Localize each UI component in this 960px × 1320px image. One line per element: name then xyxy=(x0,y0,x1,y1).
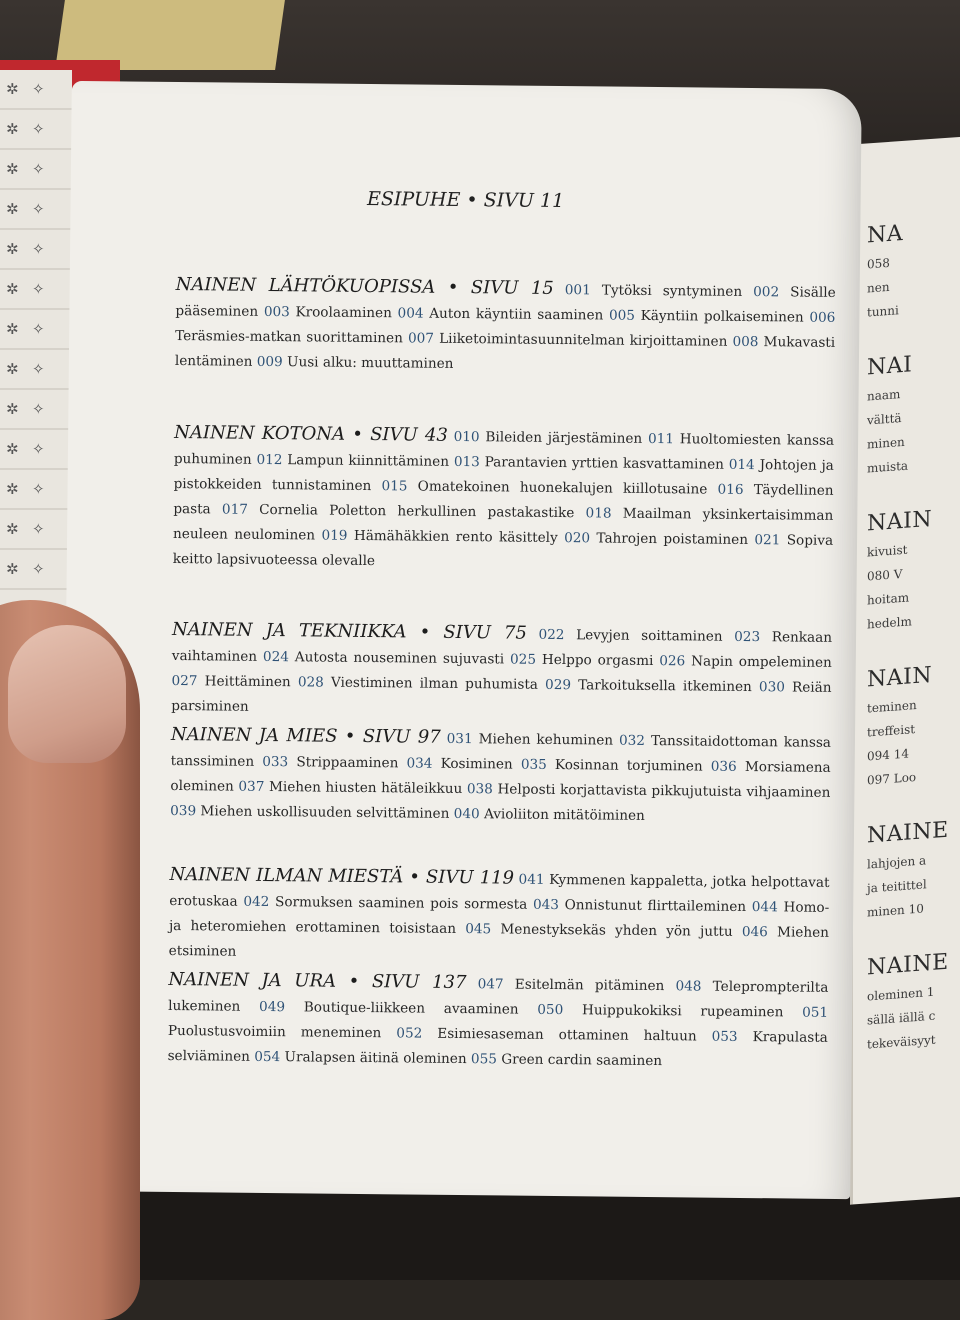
item-title: Miehen kehuminen xyxy=(478,731,614,749)
item-title: Miehen hiusten hätäleikkuu xyxy=(268,778,463,798)
item-title: Esitelmän pitäminen xyxy=(514,976,665,995)
toc-paragraph xyxy=(175,272,836,381)
item-number: 032 xyxy=(618,732,646,749)
item-number: 017 xyxy=(221,501,249,518)
item-number: 026 xyxy=(659,653,686,670)
item-title: Johtojen ja pistokkeiden tunnistaminen xyxy=(173,457,834,495)
edge-ornament-icon: ✲ xyxy=(6,120,19,138)
item-number: 006 xyxy=(809,309,836,326)
item-number: 054 xyxy=(254,1048,281,1066)
section-title: NAINEN JA MIES • SIVU 97 xyxy=(170,723,441,748)
item-number: 005 xyxy=(608,307,636,324)
item-title: Tanssitaidottoman kanssa tanssiminen xyxy=(170,732,832,770)
item-number: 020 xyxy=(564,530,591,547)
item-title: Liiketoimintasuunnitelman kirjoittaminen xyxy=(439,330,728,350)
item-number: 055 xyxy=(470,1051,498,1068)
item-title: Hämähäkkien rento käsittely xyxy=(353,527,558,547)
item-title: Huippukokiksi rupeaminen xyxy=(581,1002,784,1021)
edge-ornament-icon: ✧ xyxy=(32,400,45,418)
item-title: Kroolaaminen xyxy=(295,304,392,322)
item-title: Cornelia Poletton herkullinen pastakastike xyxy=(259,501,575,522)
edge-ornament-icon: ✧ xyxy=(32,240,45,258)
item-number: 014 xyxy=(728,456,755,474)
toc-section xyxy=(173,420,835,579)
section-title: NAINEN ILMAN MIESTÄ • SIVU 119 xyxy=(169,863,515,889)
item-number: 023 xyxy=(734,628,761,646)
item-title: Boutique-liikkeen avaaminen xyxy=(303,999,519,1018)
toc-section xyxy=(175,272,836,381)
facing-text-fragment: oleminen 1 xyxy=(867,984,935,1004)
item-title: Auton käyntiin saaminen xyxy=(429,305,604,324)
item-number: 052 xyxy=(396,1025,423,1042)
edge-ornament-icon: ✲ xyxy=(6,280,19,298)
facing-text-fragment: tunni xyxy=(867,303,899,320)
item-number: 049 xyxy=(259,998,286,1016)
toc-section xyxy=(169,862,830,971)
toc-section xyxy=(171,617,832,726)
item-number: 004 xyxy=(397,305,424,322)
edge-ornament-icon: ✲ xyxy=(6,360,19,378)
edge-ornament-icon: ✲ xyxy=(6,80,19,98)
edge-ornament-icon: ✧ xyxy=(32,320,45,338)
item-number: 045 xyxy=(465,921,492,938)
item-number: 003 xyxy=(263,303,290,321)
facing-text-fragment: välttä xyxy=(867,411,902,428)
item-number: 013 xyxy=(453,453,480,471)
item-number: 022 xyxy=(538,626,565,644)
edge-ornament-icon: ✲ xyxy=(6,320,19,338)
item-number: 033 xyxy=(262,753,289,771)
item-number: 043 xyxy=(532,896,560,914)
item-number: 027 xyxy=(171,672,198,690)
preface-heading: ESIPUHE • SIVU 11 xyxy=(366,187,565,213)
item-title: Levyjen soittaminen xyxy=(576,627,723,645)
item-title: Lampun kiinnittäminen xyxy=(287,452,450,470)
facing-text-fragment: ja teitittel xyxy=(867,877,927,896)
item-number: 034 xyxy=(406,755,433,772)
facing-text-fragment: tekeväisyyt xyxy=(867,1032,936,1052)
item-title: Avioliiton mitätöiminen xyxy=(483,806,645,824)
item-title: Tytöksi syntyminen xyxy=(601,282,743,300)
edge-ornament-icon: ✲ xyxy=(6,200,19,218)
item-title: Sopiva keitto lapsivuoteessa olevalle xyxy=(172,532,834,570)
item-number: 047 xyxy=(477,976,504,993)
edge-ornament-icon: ✧ xyxy=(32,160,45,178)
facing-text-fragment: 094 14 xyxy=(867,746,909,764)
toc-paragraph xyxy=(173,420,835,579)
facing-section-title: NAI xyxy=(867,352,913,381)
item-title: Täydellinen pasta xyxy=(173,482,834,518)
item-number: 040 xyxy=(453,805,480,823)
item-title: Miehen uskollisuuden selvittäminen xyxy=(200,803,450,822)
item-number: 042 xyxy=(243,893,270,911)
item-number: 041 xyxy=(518,871,545,888)
item-number: 046 xyxy=(741,923,768,941)
item-title: Autosta nouseminen sujuvasti xyxy=(294,649,505,668)
item-number: 028 xyxy=(297,674,324,691)
item-title: Bileiden järjestäminen xyxy=(485,429,643,447)
item-title: Miehen etsiminen xyxy=(168,924,830,960)
facing-section-title: NA xyxy=(867,220,904,249)
facing-text-fragment: hedelm xyxy=(867,614,912,632)
edge-ornament-icon: ✲ xyxy=(6,160,19,178)
book-page xyxy=(60,81,862,1199)
edge-ornament-icon: ✲ xyxy=(6,240,19,258)
section-title: NAINEN LÄHTÖKUOPISSA • SIVU 15 xyxy=(175,273,554,299)
toc-paragraph xyxy=(171,617,832,726)
edge-ornament-icon: ✧ xyxy=(32,200,45,218)
item-number: 009 xyxy=(256,353,283,371)
item-number: 015 xyxy=(381,478,408,495)
toc-section xyxy=(167,967,828,1076)
facing-section-title: NAIN xyxy=(867,506,933,537)
facing-text-fragment: naam xyxy=(867,387,901,404)
facing-text-fragment: 058 xyxy=(867,255,890,272)
item-title: Helppo orgasmi xyxy=(541,651,654,670)
edge-ornament-icon: ✧ xyxy=(32,480,45,498)
facing-page xyxy=(850,135,960,1204)
item-title: Maailman yksinkertaisimman neuleen neulominen xyxy=(173,505,834,544)
item-title: Viestiminen ilman puhumista xyxy=(330,674,539,693)
item-number: 019 xyxy=(321,527,348,544)
toc-section xyxy=(170,722,831,831)
facing-text-fragment: minen 10 xyxy=(867,901,924,920)
item-number: 035 xyxy=(520,756,547,773)
item-number: 030 xyxy=(758,679,786,696)
edge-ornament-icon: ✧ xyxy=(32,120,45,138)
item-number: 038 xyxy=(466,781,493,798)
item-title: Huoltomiesten kanssa puhuminen xyxy=(173,431,835,468)
item-title: Teräsmies-matkan suorittaminen xyxy=(175,327,403,347)
item-title: Onnistunut flirttaileminen xyxy=(564,897,747,915)
item-title: Homo- ja heteromiehen erottaminen toisistaan xyxy=(168,899,830,937)
item-number: 001 xyxy=(564,282,591,299)
edge-ornament-icon: ✲ xyxy=(6,400,19,418)
item-title: Kosiminen xyxy=(440,755,513,773)
facing-text-fragment: nen xyxy=(867,279,890,296)
item-number: 016 xyxy=(717,481,744,498)
item-number: 018 xyxy=(585,505,612,522)
item-title: Kosinnan torjuminen xyxy=(554,756,703,775)
section-title: NAINEN KOTONA • SIVU 43 xyxy=(174,421,448,446)
item-title: Heittäminen xyxy=(204,673,291,691)
facing-text-fragment: treffeist xyxy=(867,722,916,740)
item-number: 053 xyxy=(711,1028,738,1045)
item-title: Parantavien yrttien kasvattaminen xyxy=(484,454,725,473)
item-number: 050 xyxy=(537,1001,564,1019)
thumbnail xyxy=(8,625,126,763)
item-title: Uusi alku: muuttaminen xyxy=(286,354,454,372)
item-title: Tarkoituksella itkeminen xyxy=(578,677,752,696)
item-number: 010 xyxy=(453,428,480,446)
item-number: 029 xyxy=(544,676,572,694)
item-title: Tahrojen poistaminen xyxy=(596,530,749,548)
edge-ornament-icon: ✲ xyxy=(6,440,19,458)
facing-text-fragment: muista xyxy=(867,458,909,476)
edge-ornament-icon: ✲ xyxy=(6,520,19,538)
item-number: 002 xyxy=(753,284,780,301)
item-title: Käyntiin polkaiseminen xyxy=(640,307,804,326)
item-title: Reiän parsiminen xyxy=(171,679,832,715)
facing-section-title: NAIN xyxy=(867,662,933,693)
item-title: Kymmenen kappaletta, jotka helpottavat erotuskaa xyxy=(169,871,830,910)
edge-ornament-icon: ✲ xyxy=(6,480,19,498)
facing-text-fragment: kivuist xyxy=(867,542,908,560)
item-number: 048 xyxy=(675,978,702,995)
facing-text-fragment: 097 Loo xyxy=(867,770,917,788)
item-number: 025 xyxy=(509,651,537,668)
facing-section-title: NAINE xyxy=(867,817,949,849)
edge-ornament-icon: ✧ xyxy=(32,560,45,578)
item-number: 031 xyxy=(446,730,473,748)
item-title: Sisälle pääseminen xyxy=(175,284,836,320)
item-title: Green cardin saaminen xyxy=(501,1051,663,1070)
facing-text-fragment: 080 V xyxy=(867,566,903,584)
item-title: Strippaaminen xyxy=(296,754,399,772)
toc-paragraph xyxy=(167,967,828,1076)
item-number: 051 xyxy=(802,1004,829,1021)
toc-paragraph xyxy=(169,862,830,971)
item-number: 037 xyxy=(238,778,265,795)
facing-text-fragment: minen xyxy=(867,434,905,452)
item-title: Helposti korjattavista pikkujutuista vihjaaminen xyxy=(497,781,831,801)
edge-ornament-icon: ✧ xyxy=(32,440,45,458)
facing-text-fragment: teminen xyxy=(867,697,917,716)
item-title: Teleprompterilta lukeminen xyxy=(168,978,829,1015)
facing-text-fragment: sällä iällä c xyxy=(867,1008,936,1028)
item-title: Esimiesaseman ottaminen haltuun xyxy=(437,1025,697,1045)
item-number: 008 xyxy=(732,333,759,351)
item-title: Krapulasta selviäminen xyxy=(167,1029,828,1065)
item-title: Omatekoinen huonekalujen kiillotusaine xyxy=(417,478,708,498)
edge-ornament-icon: ✧ xyxy=(32,80,45,98)
edge-ornament-icon: ✧ xyxy=(32,280,45,298)
edge-ornament-icon: ✲ xyxy=(6,560,19,578)
item-title: Renkaan vaihtaminen xyxy=(171,629,833,665)
item-title: Menestyksekäs yhden yön juttu xyxy=(500,921,733,940)
section-title: NAINEN JA TEKNIIKKA • SIVU 75 xyxy=(171,618,527,644)
item-title: Puolustusvoimiin meneminen xyxy=(167,1022,382,1042)
edge-ornament-icon: ✧ xyxy=(32,520,45,538)
item-title: Uralapsen äitinä oleminen xyxy=(284,1049,467,1068)
item-number: 007 xyxy=(407,330,435,347)
item-number: 039 xyxy=(170,802,197,820)
item-number: 036 xyxy=(710,758,737,775)
item-number: 024 xyxy=(262,648,290,666)
item-title: Sormuksen saaminen pois sormesta xyxy=(274,894,528,913)
item-number: 021 xyxy=(754,532,781,549)
edge-ornament-icon: ✧ xyxy=(32,360,45,378)
item-title: Mukavasti lentäminen xyxy=(174,334,836,370)
item-title: Napin ompeleminen xyxy=(691,653,832,671)
item-number: 044 xyxy=(751,899,778,916)
item-number: 011 xyxy=(647,430,675,448)
facing-text-fragment: lahjojen a xyxy=(867,853,927,872)
facing-text-fragment: hoitam xyxy=(867,590,910,608)
item-title: Morsiamena oleminen xyxy=(170,758,831,795)
facing-section-title: NAINE xyxy=(867,949,949,981)
item-number: 012 xyxy=(256,451,283,469)
toc-paragraph xyxy=(170,722,831,831)
section-title: NAINEN JA URA • SIVU 137 xyxy=(168,968,467,994)
